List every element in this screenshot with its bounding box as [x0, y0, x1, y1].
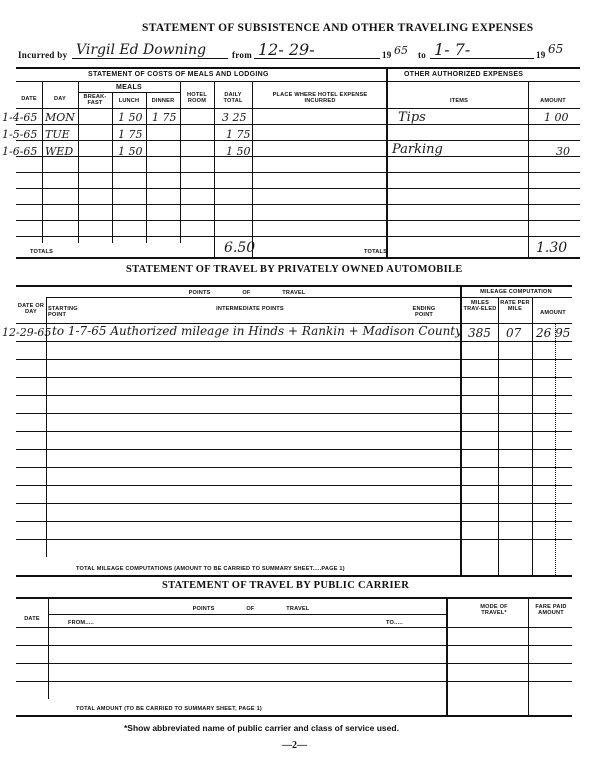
carrier-section-title: STATEMENT OF TRAVEL BY PUBLIC CARRIER — [162, 580, 410, 591]
carrier-from-header: FROM..... — [68, 620, 95, 626]
miles-traveled-header: MILES TRAV-ELED — [463, 300, 497, 312]
meals-totals-label: TOTALS — [30, 249, 54, 255]
dinner-header: DINNER — [151, 98, 175, 104]
ending-point-header: ENDING POINT — [412, 306, 436, 318]
from-value[interactable]: 12- 29- — [258, 40, 315, 59]
meals-date-header: DATE — [21, 96, 37, 102]
carrier-points-of-travel-header: POINTS OF TRAVEL — [192, 606, 310, 612]
year-prefix-1: 19 — [382, 50, 392, 60]
meal-row-3-day[interactable]: WED — [45, 145, 74, 158]
auto-date-header: DATE OR DAY — [17, 303, 45, 315]
starting-point-header: STARTING POINT — [48, 306, 78, 318]
carrier-total-label: TOTAL AMOUNT (TO BE CARRIED TO SUMMARY SHEET, PAGE 1) — [76, 706, 262, 712]
lunch-header: LUNCH — [118, 98, 140, 104]
meals-header: MEALS — [116, 84, 142, 91]
to-value[interactable]: 1- 7- — [434, 40, 471, 59]
meal-row-1-date[interactable]: 1-4-65 — [2, 111, 38, 124]
mileage-computation-header: MILEAGE COMPUTATION — [480, 289, 552, 295]
auto-row-1-amount[interactable]: 26 95 — [536, 326, 571, 340]
year-2-value[interactable]: 65 — [548, 42, 564, 56]
breakfast-header: BREAK-FAST — [83, 94, 107, 106]
to-label: to — [418, 50, 427, 60]
carrier-date-header: DATE — [24, 616, 40, 622]
place-header: PLACE WHERE HOTEL EXPENSE INCURRED — [272, 92, 368, 104]
incurred-by-value[interactable]: Virgil Ed Downing — [76, 42, 207, 58]
hotel-room-header: HOTEL ROOM — [187, 92, 207, 104]
meal-row-1-dinner[interactable]: 1 75 — [152, 111, 177, 124]
other-totals-label: TOTALS — [364, 249, 388, 255]
meal-row-2-date[interactable]: 1-5-65 — [2, 128, 38, 141]
intermediate-points-header: INTERMEDIATE POINTS — [216, 306, 284, 312]
daily-total-header: DAILY TOTAL — [223, 92, 243, 104]
meal-row-2-daily-total[interactable]: 1 75 — [226, 128, 251, 141]
year-prefix-2: 19 — [536, 50, 546, 60]
auto-row-1-rate[interactable]: 07 — [506, 326, 522, 340]
meal-row-1-daily-total[interactable]: 3 25 — [222, 111, 247, 124]
other-row-3-item[interactable]: Parking — [392, 142, 443, 157]
from-label: from — [232, 50, 253, 60]
page-number: —2— — [282, 740, 307, 751]
auto-row-1-miles[interactable]: 385 — [468, 326, 491, 340]
meal-row-3-date[interactable]: 1-6-65 — [2, 145, 38, 158]
other-row-3-amount[interactable]: 30 — [556, 145, 570, 158]
other-expenses-title: OTHER AUTHORIZED EXPENSES — [404, 71, 524, 78]
other-row-1-item[interactable]: Tips — [398, 110, 426, 125]
auto-row-1-description[interactable]: to 1-7-65 Authorized mileage in Hinds + Rankin + Madison County — [52, 324, 462, 338]
meal-row-3-lunch[interactable]: 1 50 — [118, 145, 143, 158]
year-1-value[interactable]: 65 — [394, 44, 408, 57]
meal-row-2-lunch[interactable]: 1 75 — [118, 128, 143, 141]
other-row-1-amount[interactable]: 1 00 — [544, 111, 569, 124]
auto-total-label: TOTAL MILEAGE COMPUTATIONS (AMOUNT TO BE CARRIED TO SUMMARY SHEET.....PAGE 1) — [76, 566, 345, 572]
meal-row-1-day[interactable]: MON — [45, 111, 75, 124]
rate-per-mile-header: RATE PER MILE — [500, 300, 530, 312]
meal-row-1-lunch[interactable]: 1 50 — [118, 111, 143, 124]
meals-section-title: STATEMENT OF COSTS OF MEALS AND LODGING — [88, 71, 269, 78]
fare-paid-header: FARE PAID AMOUNT — [535, 604, 567, 616]
meals-day-header: DAY — [54, 96, 66, 102]
footnote: *Show abbreviated name of public carrier and class of service used. — [124, 723, 399, 733]
daily-total-sum[interactable]: 6.50 — [224, 240, 256, 256]
amount-header: AMOUNT — [540, 98, 566, 104]
carrier-to-header: TO..... — [386, 620, 403, 626]
auto-section-title: STATEMENT OF TRAVEL BY PRIVATELY OWNED AUTOMOBILE — [126, 264, 463, 275]
other-total-sum[interactable]: 1.30 — [536, 240, 568, 256]
meal-row-2-day[interactable]: TUE — [45, 128, 70, 141]
form-title: STATEMENT OF SUBSISTENCE AND OTHER TRAVELING EXPENSES — [142, 22, 534, 34]
items-header: ITEMS — [449, 98, 469, 104]
meal-row-3-daily-total[interactable]: 1 50 — [226, 145, 251, 158]
auto-row-1-date[interactable]: 12-29-65 — [2, 326, 52, 339]
mode-of-travel-header: MODE OF TRAVEL* — [480, 604, 508, 616]
mileage-amount-header: AMOUNT — [540, 310, 566, 316]
auto-points-of-travel-header: POINTS OF TRAVEL — [188, 290, 306, 296]
incurred-by-label: Incurred by — [18, 50, 68, 60]
